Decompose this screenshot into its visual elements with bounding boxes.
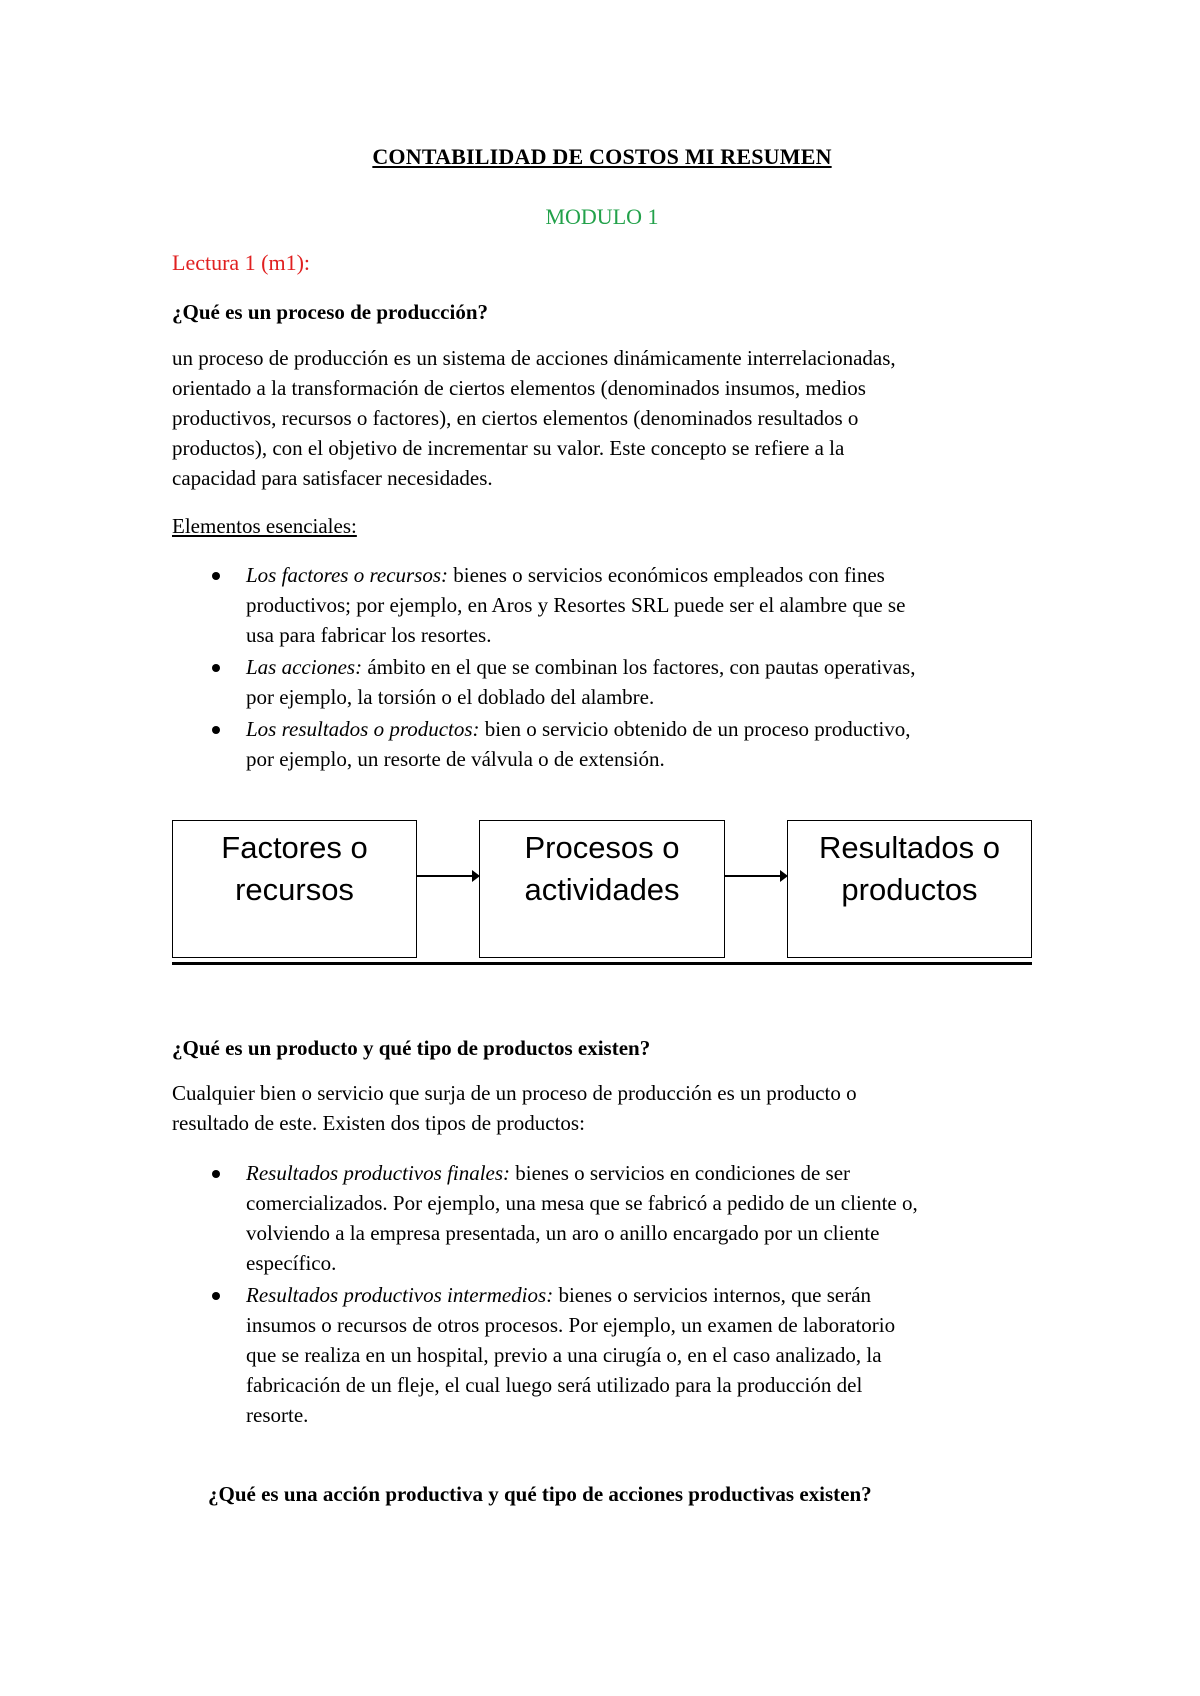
question-productive-actions: ¿Qué es una acción productiva y qué tipo de acciones productivas existen?: [208, 1482, 872, 1506]
bullet-icon: [212, 726, 220, 734]
list-item-term: Los factores o recursos:: [246, 563, 449, 587]
list-item-term: Las acciones:: [246, 655, 363, 679]
product-types-list: [172, 1158, 1032, 1432]
list-item-line: insumos o recursos de otros procesos. Por ejemplo, un examen de laboratorio: [246, 1313, 896, 1337]
production-flow-diagram: [172, 820, 1032, 970]
list-item-line: comercializados. Por ejemplo, una mesa que se fabricó a pedido de un cliente o,: [246, 1191, 918, 1215]
paragraph-line: un proceso de producción es un sistema de acciones dinámicamente interrelacionadas,: [172, 346, 896, 370]
reading-heading: Lectura 1 (m1):: [172, 250, 311, 275]
bullet-icon: [212, 664, 220, 672]
list-item-line: específico.: [246, 1251, 337, 1275]
diagram-box-label: Procesos o: [524, 830, 680, 865]
list-item: [172, 652, 1032, 712]
question-production-process: ¿Qué es un proceso de producción?: [172, 300, 489, 324]
list-item-line: por ejemplo, la torsión o el doblado del alambre.: [246, 685, 655, 709]
document-title: CONTABILIDAD DE COSTOS MI RESUMEN: [372, 144, 832, 169]
right-arrow-icon: [417, 875, 473, 877]
bullet-icon: [212, 1170, 220, 1178]
list-item-text: bienes o servicios económicos empleados con fines: [448, 563, 885, 587]
list-item-text: bien o servicio obtenido de un proceso productivo,: [479, 717, 911, 741]
right-arrow-icon: [725, 875, 781, 877]
list-item-term: Resultados productivos intermedios:: [246, 1283, 554, 1307]
diagram-box-label: Resultados o: [819, 830, 1000, 865]
paragraph-production-process: [172, 343, 1032, 493]
diagram-box-label: Factores o: [221, 830, 368, 865]
subheading-essential-elements: Elementos esenciales:: [172, 514, 357, 538]
diagram-box-label: actividades: [524, 872, 680, 907]
essential-elements-list: [172, 560, 1032, 776]
list-item-line: fabricación de un fleje, el cual luego será utilizado para la producción del: [246, 1373, 863, 1397]
diagram-box-label: recursos: [235, 872, 354, 907]
paragraph-line: resultado de este. Existen dos tipos de productos:: [172, 1111, 585, 1135]
paragraph-line: orientado a la transformación de ciertos elementos (denominados insumos, medios: [172, 376, 866, 400]
paragraph-line: capacidad para satisfacer necesidades.: [172, 466, 493, 490]
module-heading: MODULO 1: [545, 204, 659, 229]
list-item: [172, 1158, 1032, 1278]
list-item-line: por ejemplo, un resorte de válvula o de extensión.: [246, 747, 665, 771]
paragraph-product-types: [172, 1078, 1032, 1138]
list-item-line: resorte.: [246, 1403, 309, 1427]
list-item-line: productivos; por ejemplo, en Aros y Resortes SRL puede ser el alambre que se: [246, 593, 906, 617]
diagram-box-processes: [479, 820, 725, 958]
list-item-term: Los resultados o productos:: [246, 717, 480, 741]
paragraph-line: productivos, recursos o factores), en ciertos elementos (denominados resultados o: [172, 406, 859, 430]
bullet-icon: [212, 572, 220, 580]
list-item-text: bienes o servicios en condiciones de ser: [510, 1161, 851, 1185]
paragraph-line: productos), con el objetivo de incrementar su valor. Este concepto se refiere a la: [172, 436, 845, 460]
diagram-box-results: [787, 820, 1032, 958]
list-item: [172, 560, 1032, 650]
list-item-line: volviendo a la empresa presentada, un aro o anillo encargado por un cliente: [246, 1221, 880, 1245]
list-item-line: usa para fabricar los resortes.: [246, 623, 492, 647]
question-product-types: ¿Qué es un producto y qué tipo de productos existen?: [172, 1036, 651, 1060]
paragraph-line: Cualquier bien o servicio que surja de un proceso de producción es un producto o: [172, 1081, 857, 1105]
list-item: [172, 714, 1032, 774]
list-item: [172, 1280, 1032, 1430]
diagram-box-label: productos: [841, 872, 978, 907]
bullet-icon: [212, 1292, 220, 1300]
list-item-text: ámbito en el que se combinan los factores, con pautas operativas,: [362, 655, 916, 679]
diagram-baseline: [172, 962, 1032, 965]
list-item-term: Resultados productivos finales:: [246, 1161, 511, 1185]
diagram-box-factors: [172, 820, 417, 958]
list-item-line: que se realiza en un hospital, previo a una cirugía o, en el caso analizado, la: [246, 1343, 882, 1367]
list-item-text: bienes o servicios internos, que serán: [553, 1283, 872, 1307]
